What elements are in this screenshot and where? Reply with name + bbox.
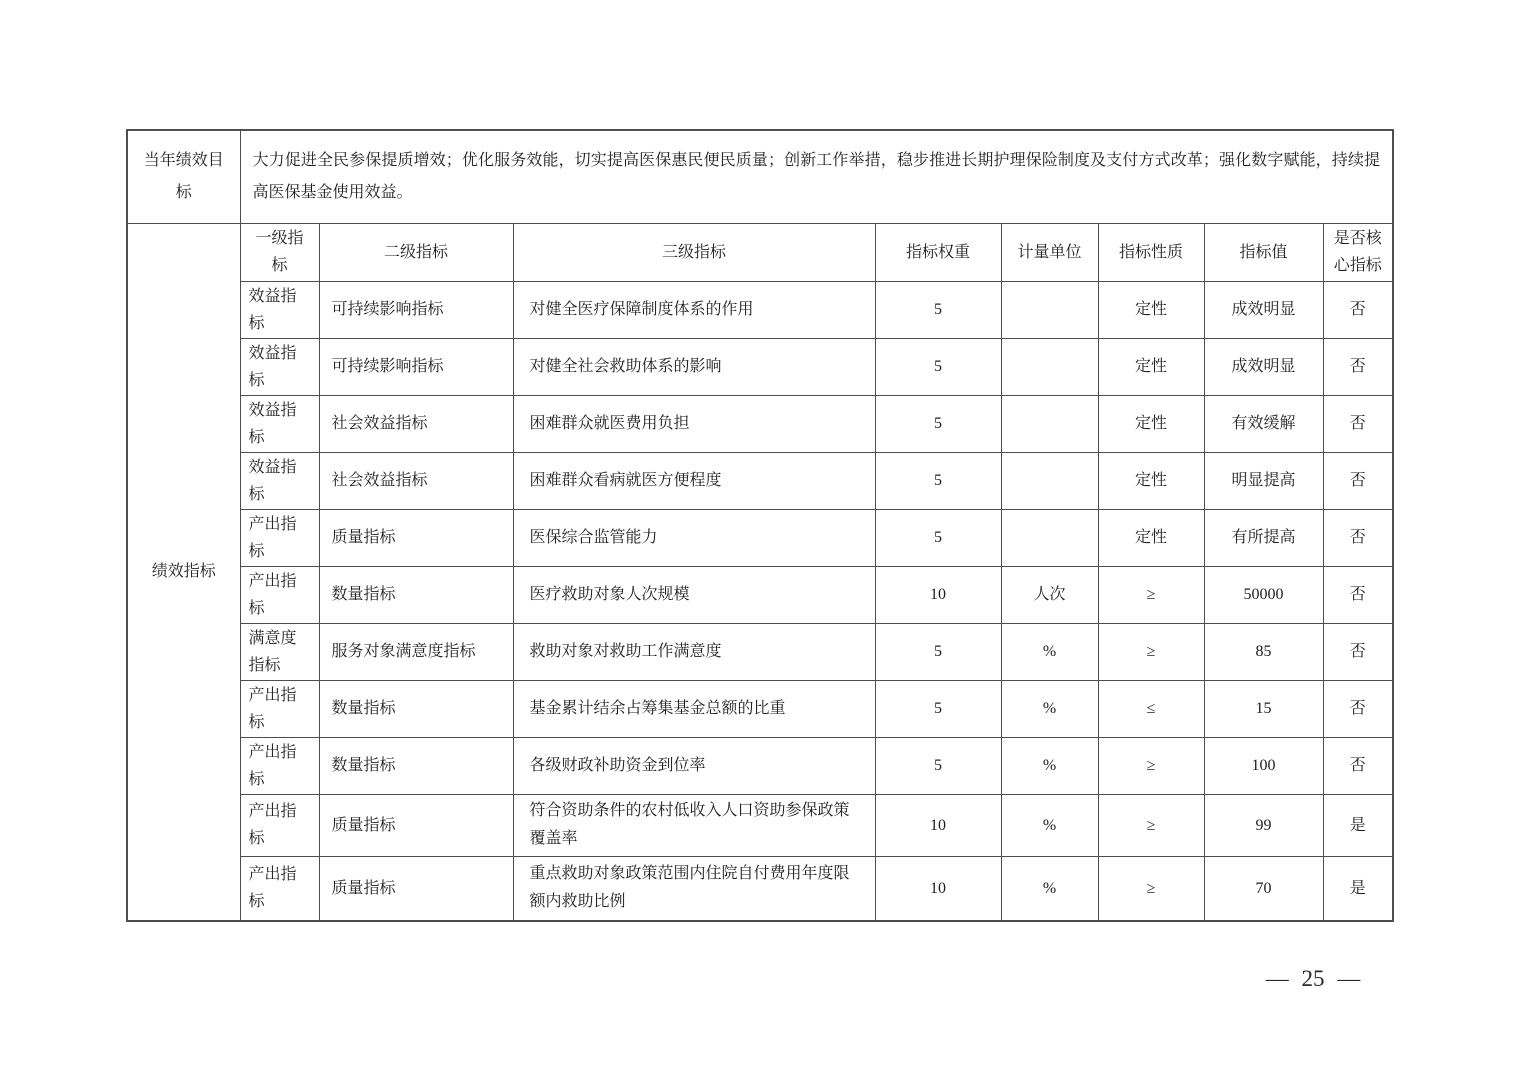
cell-weight: 5 xyxy=(875,452,1001,509)
cell-nature: 定性 xyxy=(1098,338,1204,395)
cell-value: 明显提高 xyxy=(1204,452,1323,509)
cell-core: 否 xyxy=(1323,737,1393,794)
header-level3: 三级指标 xyxy=(513,223,875,281)
cell-weight: 5 xyxy=(875,680,1001,737)
cell-weight: 10 xyxy=(875,794,1001,856)
header-weight: 指标权重 xyxy=(875,223,1001,281)
cell-unit: % xyxy=(1001,794,1098,856)
cell-core: 否 xyxy=(1323,623,1393,680)
cell-nature: 定性 xyxy=(1098,452,1204,509)
page-number: — 25 — xyxy=(1265,966,1361,991)
indicator-row xyxy=(127,680,1393,737)
cell-value: 成效明显 xyxy=(1204,338,1323,395)
goal-text: 大力促进全民参保提质增效；优化服务效能，切实提高医保惠民便民质量；创新工作举措，稳步推进长期护理保险制度及支付方式改革；强化数字赋能，持续提高医保基金使用效益。 xyxy=(240,130,1393,223)
indicator-row xyxy=(127,395,1393,452)
cell-weight: 10 xyxy=(875,856,1001,921)
cell-core: 否 xyxy=(1323,680,1393,737)
cell-core: 否 xyxy=(1323,566,1393,623)
cell-level3: 重点救助对象政策范围内住院自付费用年度限额内救助比例 xyxy=(513,856,875,921)
cell-level3: 对健全医疗保障制度体系的作用 xyxy=(513,281,875,338)
cell-unit xyxy=(1001,338,1098,395)
cell-value: 50000 xyxy=(1204,566,1323,623)
header-level2: 二级指标 xyxy=(319,223,513,281)
cell-level3: 困难群众看病就医方便程度 xyxy=(513,452,875,509)
header-unit: 计量单位 xyxy=(1001,223,1098,281)
header-nature: 指标性质 xyxy=(1098,223,1204,281)
indicators-section-label: 绩效指标 xyxy=(127,223,240,921)
cell-level1: 产出指标 xyxy=(240,737,319,794)
cell-unit: % xyxy=(1001,737,1098,794)
goal-label: 当年绩效目标 xyxy=(127,130,240,223)
cell-unit: % xyxy=(1001,680,1098,737)
cell-level2: 可持续影响指标 xyxy=(319,281,513,338)
cell-core: 否 xyxy=(1323,281,1393,338)
cell-unit xyxy=(1001,281,1098,338)
cell-level1: 产出指标 xyxy=(240,794,319,856)
cell-value: 99 xyxy=(1204,794,1323,856)
cell-nature: ≥ xyxy=(1098,623,1204,680)
cell-level1: 效益指标 xyxy=(240,452,319,509)
performance-indicators-table xyxy=(126,129,1394,922)
cell-weight: 5 xyxy=(875,737,1001,794)
cell-level3: 救助对象对救助工作满意度 xyxy=(513,623,875,680)
indicator-row xyxy=(127,509,1393,566)
cell-level1: 产出指标 xyxy=(240,856,319,921)
indicator-row xyxy=(127,794,1393,856)
indicator-row xyxy=(127,856,1393,921)
cell-unit xyxy=(1001,509,1098,566)
cell-level1: 满意度指标 xyxy=(240,623,319,680)
cell-value: 有效缓解 xyxy=(1204,395,1323,452)
cell-nature: ≤ xyxy=(1098,680,1204,737)
cell-weight: 10 xyxy=(875,566,1001,623)
cell-level1: 效益指标 xyxy=(240,338,319,395)
cell-nature: 定性 xyxy=(1098,281,1204,338)
cell-unit xyxy=(1001,452,1098,509)
cell-core: 否 xyxy=(1323,509,1393,566)
cell-value: 有所提高 xyxy=(1204,509,1323,566)
cell-unit: % xyxy=(1001,623,1098,680)
indicator-row xyxy=(127,737,1393,794)
cell-value: 85 xyxy=(1204,623,1323,680)
cell-unit xyxy=(1001,395,1098,452)
cell-value: 15 xyxy=(1204,680,1323,737)
indicator-row xyxy=(127,566,1393,623)
cell-nature: ≥ xyxy=(1098,566,1204,623)
cell-value: 成效明显 xyxy=(1204,281,1323,338)
header-level1: 一级指标 xyxy=(240,223,319,281)
goal-row xyxy=(127,130,1393,223)
cell-nature: ≥ xyxy=(1098,794,1204,856)
cell-level3: 医保综合监管能力 xyxy=(513,509,875,566)
cell-level1: 效益指标 xyxy=(240,281,319,338)
header-core: 是否核心指标 xyxy=(1323,223,1393,281)
cell-level3: 各级财政补助资金到位率 xyxy=(513,737,875,794)
indicator-row xyxy=(127,452,1393,509)
cell-level1: 产出指标 xyxy=(240,566,319,623)
cell-level3: 医疗救助对象人次规模 xyxy=(513,566,875,623)
cell-level1: 产出指标 xyxy=(240,509,319,566)
cell-level3: 困难群众就医费用负担 xyxy=(513,395,875,452)
cell-level2: 数量指标 xyxy=(319,680,513,737)
header-value: 指标值 xyxy=(1204,223,1323,281)
cell-unit: % xyxy=(1001,856,1098,921)
cell-level2: 社会效益指标 xyxy=(319,452,513,509)
cell-unit: 人次 xyxy=(1001,566,1098,623)
cell-level2: 质量指标 xyxy=(319,856,513,921)
cell-level3: 对健全社会救助体系的影响 xyxy=(513,338,875,395)
cell-nature: 定性 xyxy=(1098,395,1204,452)
indicator-row xyxy=(127,338,1393,395)
cell-weight: 5 xyxy=(875,509,1001,566)
cell-level1: 效益指标 xyxy=(240,395,319,452)
cell-weight: 5 xyxy=(875,281,1001,338)
cell-nature: ≥ xyxy=(1098,737,1204,794)
cell-nature: ≥ xyxy=(1098,856,1204,921)
cell-level3: 符合资助条件的农村低收入人口资助参保政策覆盖率 xyxy=(513,794,875,856)
cell-level2: 质量指标 xyxy=(319,794,513,856)
cell-level2: 数量指标 xyxy=(319,737,513,794)
cell-level2: 数量指标 xyxy=(319,566,513,623)
cell-level2: 可持续影响指标 xyxy=(319,338,513,395)
cell-value: 70 xyxy=(1204,856,1323,921)
cell-level2: 质量指标 xyxy=(319,509,513,566)
cell-value: 100 xyxy=(1204,737,1323,794)
cell-core: 否 xyxy=(1323,338,1393,395)
cell-weight: 5 xyxy=(875,623,1001,680)
indicator-row xyxy=(127,623,1393,680)
cell-core: 否 xyxy=(1323,395,1393,452)
indicator-row xyxy=(127,281,1393,338)
cell-level2: 社会效益指标 xyxy=(319,395,513,452)
cell-level2: 服务对象满意度指标 xyxy=(319,623,513,680)
cell-core: 是 xyxy=(1323,856,1393,921)
cell-nature: 定性 xyxy=(1098,509,1204,566)
cell-weight: 5 xyxy=(875,338,1001,395)
cell-level1: 产出指标 xyxy=(240,680,319,737)
cell-weight: 5 xyxy=(875,395,1001,452)
cell-level3: 基金累计结余占筹集基金总额的比重 xyxy=(513,680,875,737)
cell-core: 否 xyxy=(1323,452,1393,509)
cell-core: 是 xyxy=(1323,794,1393,856)
header-row xyxy=(127,223,1393,281)
